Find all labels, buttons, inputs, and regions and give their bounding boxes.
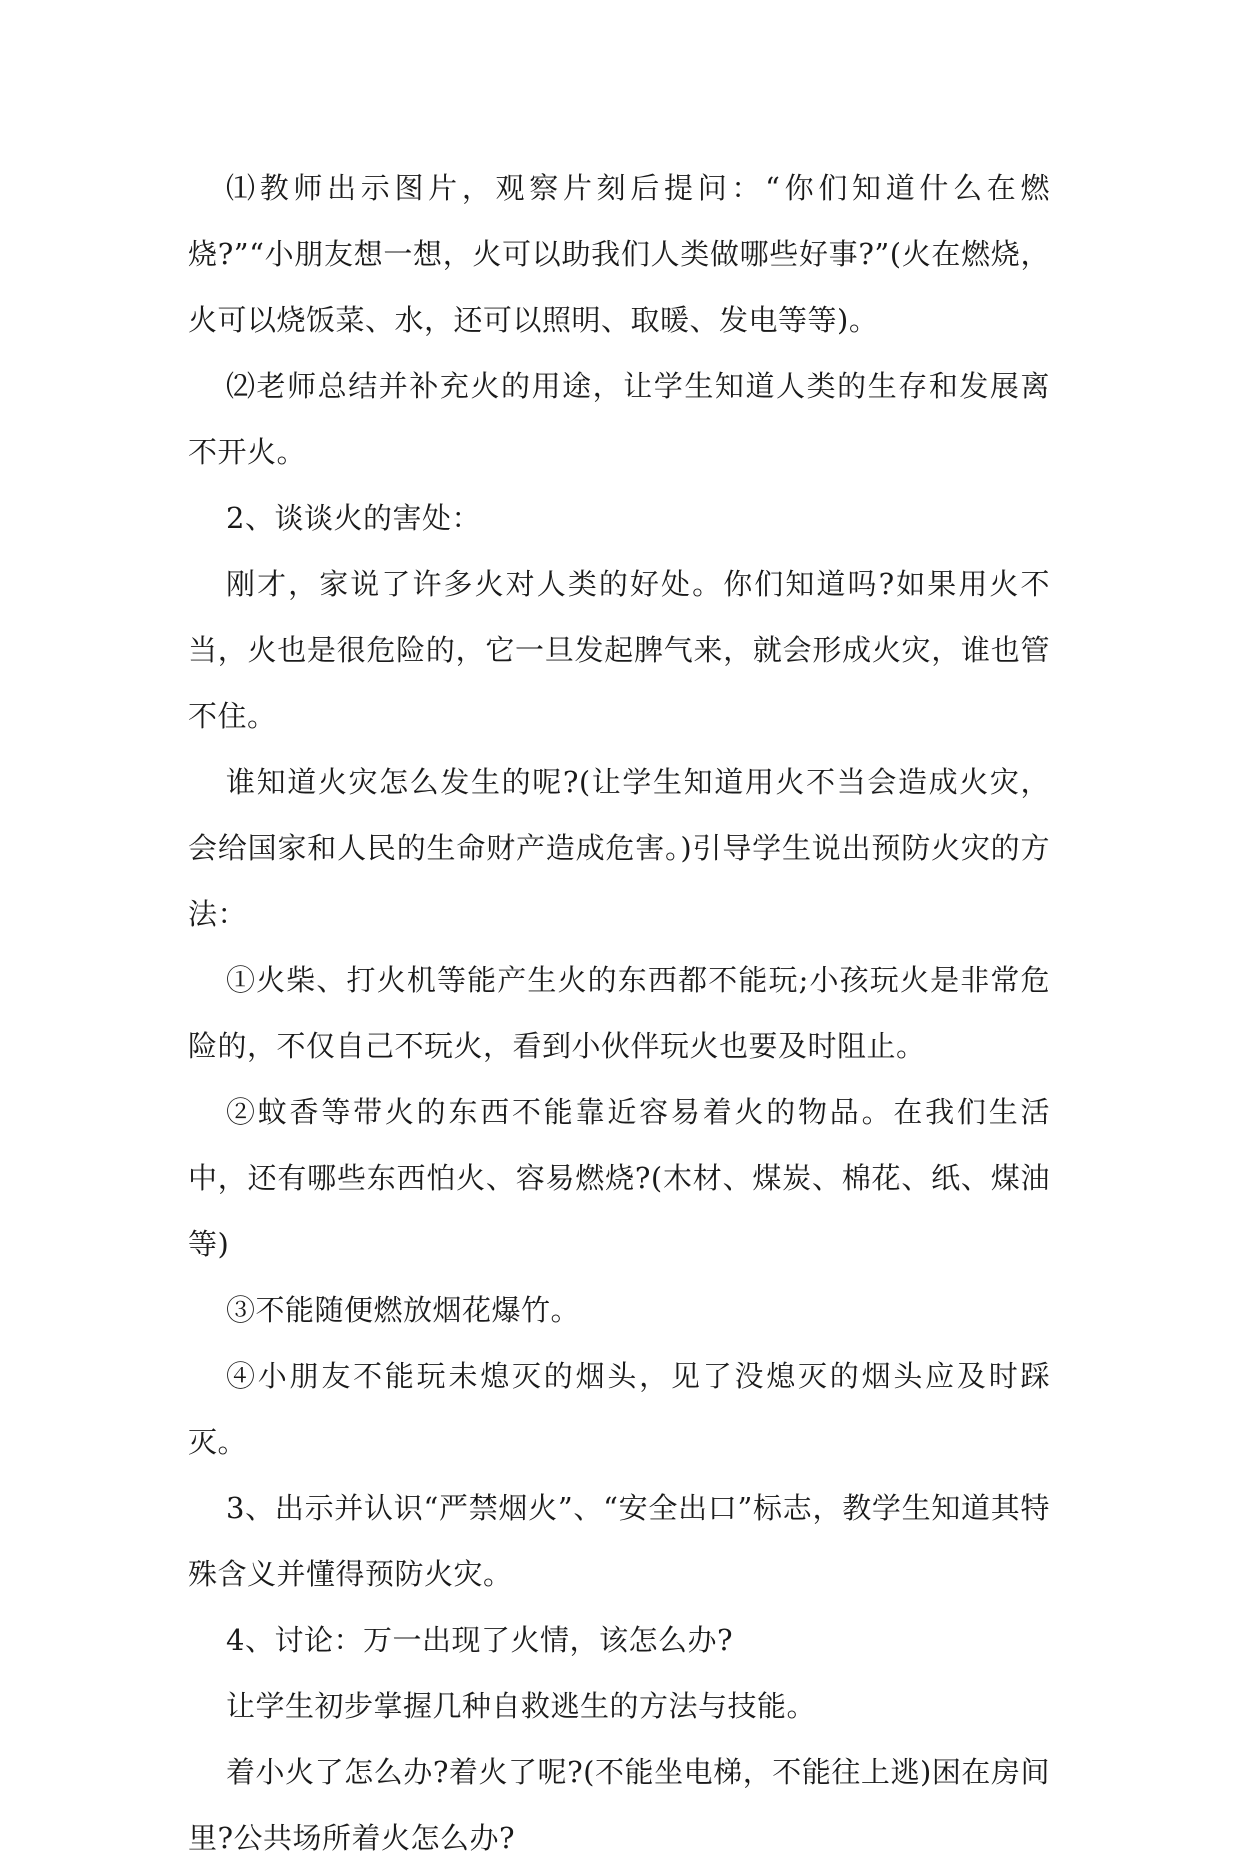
paragraph-fire-danger: 刚才，家说了许多火对人类的好处。你们知道吗?如果用火不当，火也是很危险的，它一旦发起脾气来，就会形成火灾，谁也管不住。 bbox=[188, 567, 1050, 733]
paragraph-prevention-1: ①火柴、打火机等能产生火的东西都不能玩;小孩玩火是非常危险的，不仅自己不玩火，看到小伙伴玩火也要及时阻止。 bbox=[188, 963, 1050, 1063]
paragraph-safety-signs: 3、出示并认识“严禁烟火”、“安全出口”标志，教学生知道其特殊含义并懂得预防火灾。 bbox=[188, 1491, 1050, 1591]
paragraph-prevention-2: ②蚊香等带火的东西不能靠近容易着火的物品。在我们生活中，还有哪些东西怕火、容易燃烧?(木材、煤炭、棉花、纸、煤油等) bbox=[188, 1095, 1050, 1261]
paragraph-prevention-4: ④小朋友不能玩未熄灭的烟头，见了没熄灭的烟头应及时踩灭。 bbox=[188, 1359, 1050, 1459]
paragraph-prevention-3: ③不能随便燃放烟花爆竹。 bbox=[226, 1293, 581, 1327]
paragraph-fire-uses-summary: ⑵老师总结并补充火的用途，让学生知道人类的生存和发展离不开火。 bbox=[188, 369, 1050, 469]
paragraph-discussion-heading: 4、讨论：万一出现了火情，该怎么办? bbox=[226, 1623, 733, 1657]
paragraph-fire-hazards-heading: 2、谈谈火的害处： bbox=[226, 501, 481, 535]
paragraph-escape-questions: 着小火了怎么办?着火了呢?(不能坐电梯，不能往上逃)困在房间里?公共场所着火怎么办? bbox=[188, 1755, 1050, 1855]
document-body bbox=[188, 155, 1050, 1871]
paragraph-fire-observation: ⑴教师出示图片，观察片刻后提问：“你们知道什么在燃烧?”“小朋友想一想，火可以助我们人类做哪些好事?”(火在燃烧，火可以烧饭菜、水，还可以照明、取暖、发电等等)。 bbox=[188, 171, 1050, 337]
paragraph-fire-causes: 谁知道火灾怎么发生的呢?(让学生知道用火不当会造成火灾，会给国家和人民的生命财产造成危害。)引导学生说出预防火灾的方法： bbox=[188, 765, 1050, 931]
paragraph-escape-skills: 让学生初步掌握几种自救逃生的方法与技能。 bbox=[226, 1689, 817, 1723]
